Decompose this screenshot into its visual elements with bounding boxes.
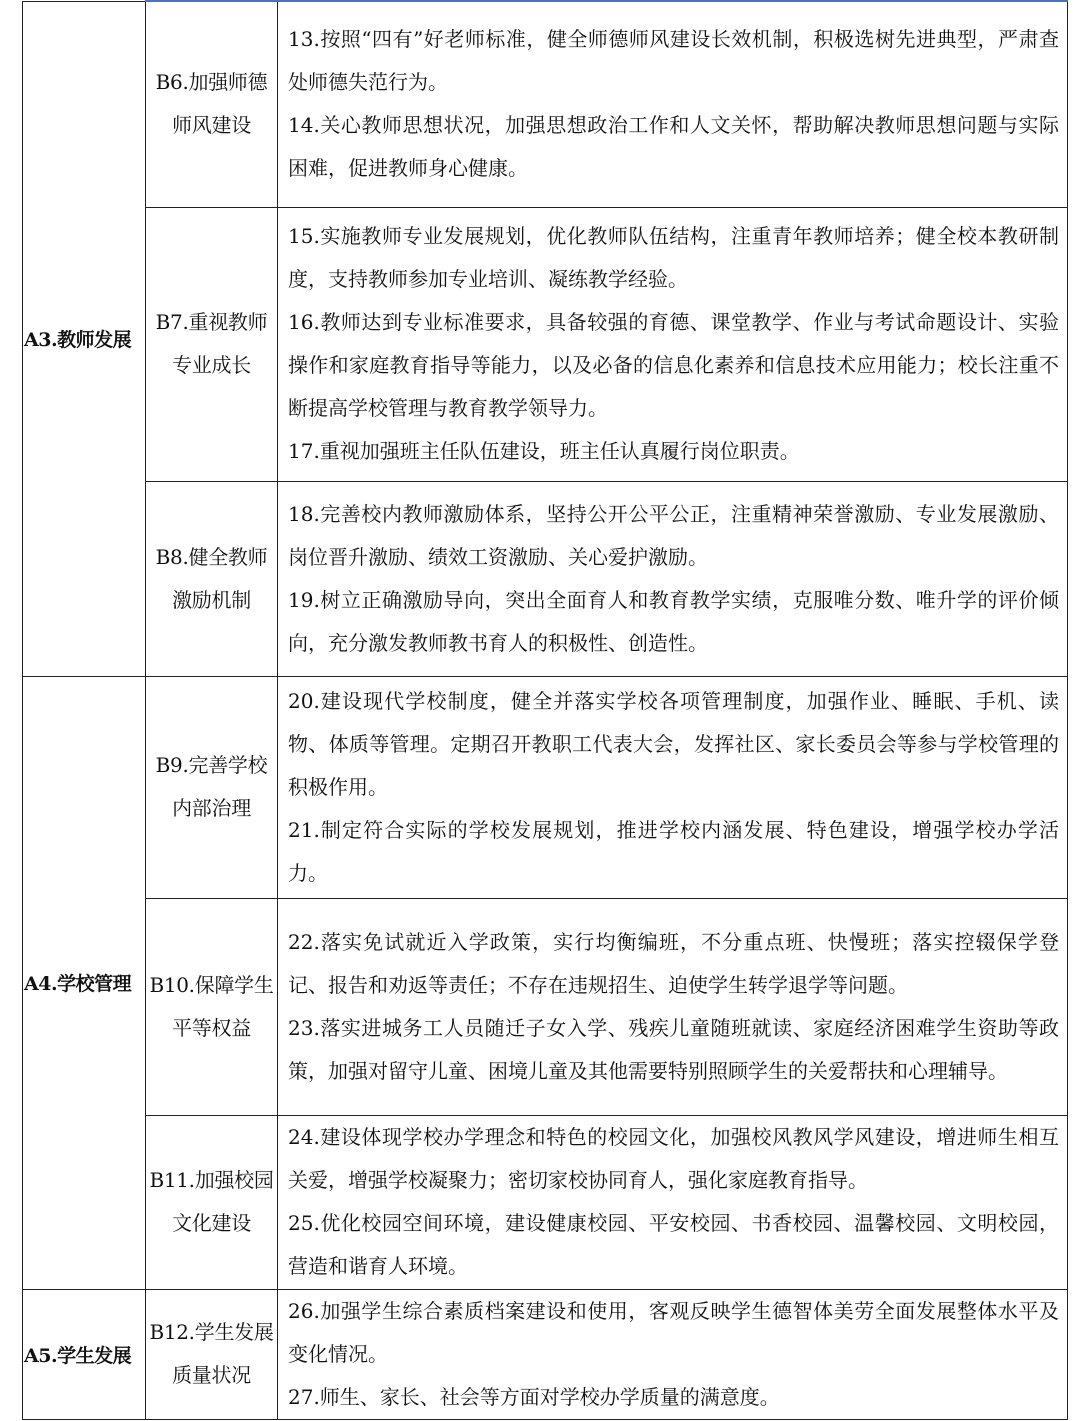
table-row — [23, 676, 1068, 898]
evaluation-indicator-table — [22, 0, 1068, 1420]
primary-indicator-a4 — [23, 676, 146, 1289]
indicator-item: 13.按照“四有”好老师标准，健全师德师风建设长效机制，积极选树先进典型，严肃查处师德失范行为。 — [288, 27, 1059, 95]
primary-indicator-a3 — [23, 1, 146, 676]
indicator-content — [278, 1, 1068, 207]
primary-indicator-a5 — [23, 1289, 146, 1419]
secondary-indicator-label-line: B9.完善学校 — [155, 753, 268, 777]
secondary-indicator-b11 — [146, 1115, 278, 1289]
secondary-indicator-label-line: 专业成长 — [172, 353, 251, 377]
secondary-indicator-label-line: 平等权益 — [172, 1015, 251, 1040]
secondary-indicator-label-line: B8.健全教师 — [155, 544, 268, 569]
indicator-item: 22.落实免试就近入学政策，实行均衡编班，不分重点班、快慢班；落实控辍保学登记、报告和劝返等责任；不存在违规招生、迫使学生转学退学等问题。 — [288, 929, 1059, 997]
primary-indicator-label: A4.学校管理 — [24, 973, 132, 995]
secondary-indicator-b6 — [146, 1, 278, 207]
indicator-item: 25.优化校园空间环境，建设健康校园、平安校园、书香校园、温馨校园、文明校园，营造和谐育人环境。 — [288, 1211, 1059, 1278]
table-row — [23, 1115, 1068, 1289]
secondary-indicator-b12 — [146, 1289, 278, 1419]
indicator-item: 21.制定符合实际的学校发展规划，推进学校内涵发展、特色建设，增强学校办学活力。 — [288, 817, 1059, 885]
indicator-item: 20.建设现代学校制度，健全并落实学校各项管理制度，加强作业、睡眠、手机、读物、体质等管理。定期召开教职工代表大会，发挥社区、家长委员会等参与学校管理的积极作用。 — [288, 688, 1059, 799]
secondary-indicator-label-line: B7.重视教师 — [155, 310, 268, 334]
secondary-indicator-label-line: 文化建设 — [172, 1211, 251, 1235]
indicator-item: 16.教师达到专业标准要求，具备较强的育德、课堂教学、作业与考试命题设计、实验操作和家庭教育指导等能力，以及必备的信息化素养和信息技术应用能力；校长注重不断提高学校管理与教育教学领导力。 — [288, 310, 1059, 420]
indicator-item: 14.关心教师思想状况，加强思想政治工作和人文关怀，帮助解决教师思想问题与实际困难，促进教师身心健康。 — [288, 113, 1059, 181]
indicator-content — [278, 676, 1068, 898]
secondary-indicator-label-line: 内部治理 — [172, 796, 251, 820]
indicator-item: 19.树立正确激励导向，突出全面育人和教育教学实绩，克服唯分数、唯升学的评价倾向，充分激发教师教书育人的积极性、创造性。 — [288, 587, 1059, 655]
indicator-item: 23.落实进城务工人员随迁子女入学、残疾儿童随班就读、家庭经济困难学生资助等政策，加强对留守儿童、困境儿童及其他需要特别照顾学生的关爱帮扶和心理辅导。 — [288, 1015, 1059, 1083]
table-row — [23, 481, 1068, 676]
secondary-indicator-label-line: B11.加强校园 — [149, 1168, 274, 1192]
indicator-item: 15.实施教师专业发展规划，优化教师队伍结构，注重青年教师培养；健全校本教研制度，支持教师参加专业培训、凝练教学经验。 — [288, 224, 1059, 291]
secondary-indicator-label-line: 质量状况 — [172, 1363, 251, 1387]
secondary-indicator-b7 — [146, 207, 278, 481]
secondary-indicator-label-line: B10.保障学生 — [149, 972, 274, 997]
indicator-content — [278, 481, 1068, 676]
secondary-indicator-label-line: 激励机制 — [172, 587, 251, 612]
secondary-indicator-b8 — [146, 481, 278, 676]
primary-indicator-label: A5.学生发展 — [24, 1344, 132, 1367]
secondary-indicator-label-line: B6.加强师德 — [155, 70, 268, 95]
indicator-content — [278, 207, 1068, 481]
table-row — [23, 1289, 1068, 1419]
table-row — [23, 1, 1068, 207]
indicator-item: 27.师生、家长、社会等方面对学校办学质量的满意度。 — [288, 1384, 780, 1409]
table-row — [23, 898, 1068, 1115]
indicator-item: 17.重视加强班主任队伍建设，班主任认真履行岗位职责。 — [288, 439, 800, 463]
secondary-indicator-b9 — [146, 676, 278, 898]
indicator-content — [278, 1115, 1068, 1289]
indicator-item: 24.建设体现学校办学理念和特色的校园文化，加强校风教风学风建设，增进师生相互关爱，增强学校凝聚力；密切家校协同育人，强化家庭教育指导。 — [288, 1125, 1059, 1192]
indicator-content — [278, 898, 1068, 1115]
indicator-item: 26.加强学生综合素质档案建设和使用，客观反映学生德智体美劳全面发展整体水平及变化情况。 — [288, 1298, 1059, 1366]
table-row — [23, 207, 1068, 481]
table-body — [23, 1, 1068, 1419]
indicator-content — [278, 1289, 1068, 1419]
secondary-indicator-label-line: 师风建设 — [172, 113, 251, 138]
primary-indicator-label: A3.教师发展 — [24, 329, 132, 351]
secondary-indicator-b10 — [146, 898, 278, 1115]
secondary-indicator-label-line: B12.学生发展 — [149, 1320, 274, 1344]
indicator-item: 18.完善校内教师激励体系，坚持公开公平公正，注重精神荣誉激励、专业发展激励、岗位晋升激励、绩效工资激励、关心爱护激励。 — [288, 501, 1059, 569]
